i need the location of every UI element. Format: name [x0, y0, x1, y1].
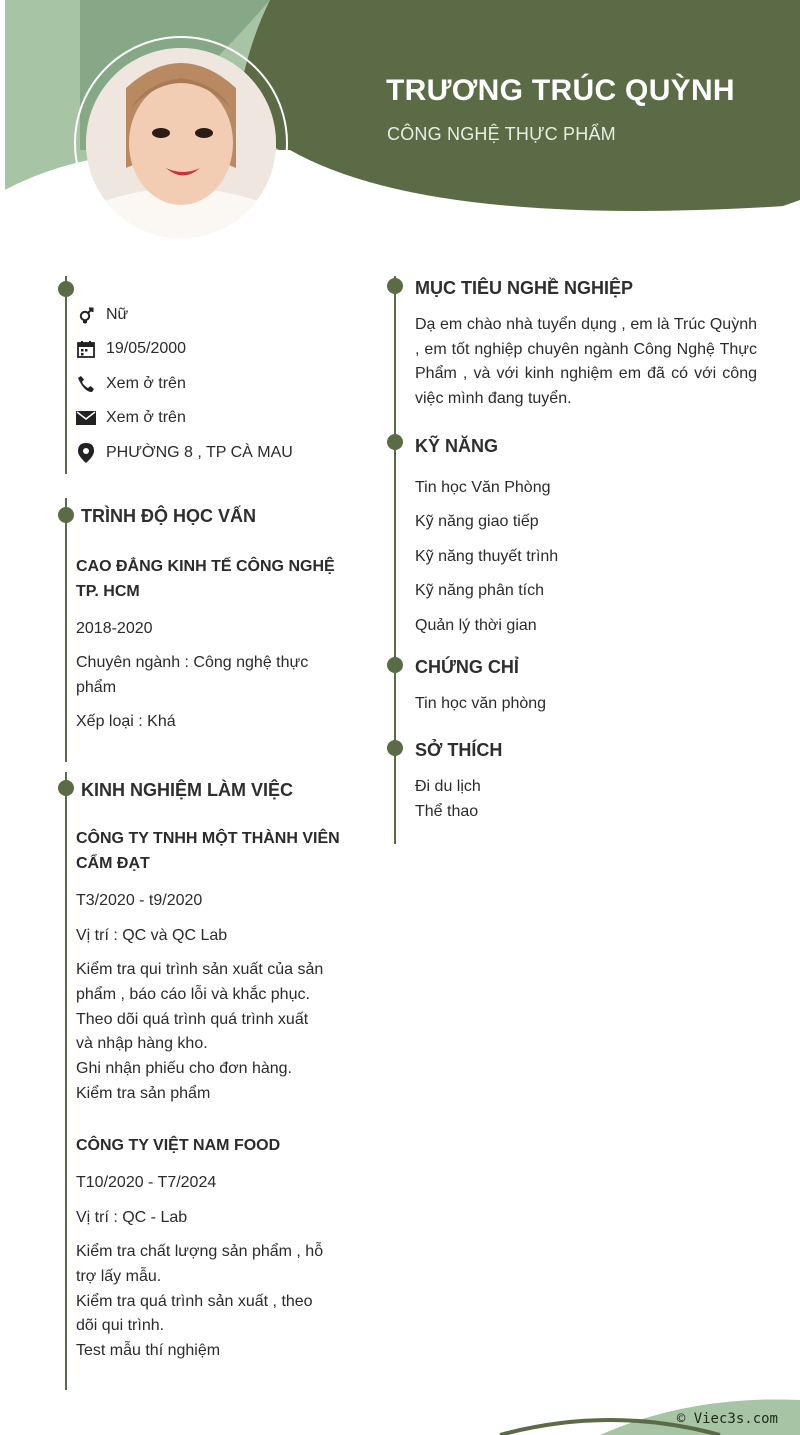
education-school-line2: TP. HCM — [76, 583, 140, 600]
skills-heading: KỸ NĂNG — [415, 436, 499, 456]
job-detail: trợ lấy mẫu. — [76, 1268, 162, 1285]
timeline-dot — [58, 507, 74, 523]
contact-gender — [76, 303, 128, 327]
timeline-dot — [58, 780, 74, 796]
timeline-dot — [387, 740, 403, 756]
job-company-line1: CÔNG TY VIỆT NAM FOOD — [76, 1137, 281, 1154]
contact-gender-value: Nữ — [106, 306, 129, 323]
skill-item: Kỹ năng giao tiếp — [415, 513, 539, 530]
contact-birthday-value: 19/05/2000 — [106, 340, 187, 357]
timeline-dot — [58, 281, 74, 297]
hobby-item: Đi du lịch — [415, 778, 481, 795]
timeline-line-experience — [65, 772, 67, 1390]
calendar-icon — [76, 339, 96, 359]
hobby-item: Thể thao — [415, 803, 479, 820]
job-position: Vị trí : QC và QC Lab — [76, 927, 228, 944]
education-grade: Xếp loại : Khá — [76, 713, 176, 730]
watermark: © Viec3s.com — [676, 1411, 778, 1427]
education-school-line1: CAO ĐẲNG KINH TẾ CÔNG NGHỆ — [76, 558, 335, 575]
skill-item: Quản lý thời gian — [415, 617, 537, 634]
timeline-line-contact — [65, 276, 67, 474]
skill-item: Tin học Văn Phòng — [415, 479, 551, 496]
objective-heading: MỤC TIÊU NGHỀ NGHIỆP — [415, 278, 634, 298]
contact-birthday — [76, 337, 186, 361]
job-detail: Ghi nhận phiếu cho đơn hàng. — [76, 1060, 292, 1077]
contact-address-value: PHƯỜNG 8 , TP CÀ MAU — [106, 444, 293, 461]
skill-item: Kỹ năng thuyết trình — [415, 548, 559, 565]
candidate-name: TRƯƠNG TRÚC QUỲNH — [386, 74, 735, 107]
skill-item: Kỹ năng phân tích — [415, 582, 544, 599]
contact-phone — [76, 372, 186, 396]
education-major-line1: Chuyên ngành : Công nghệ thực — [76, 654, 309, 671]
candidate-title: CÔNG NGHỆ THỰC PHẨM — [387, 124, 616, 144]
timeline-dot — [387, 434, 403, 450]
job-detail: Kiểm tra quá trình sản xuất , theo — [76, 1293, 313, 1310]
experience-heading: KINH NGHIỆM LÀM VIỆC — [81, 780, 294, 800]
contact-phone-value: Xem ở trên — [106, 375, 186, 392]
job-detail: dõi qui trình. — [76, 1317, 165, 1334]
job-period: T10/2020 - T7/2024 — [76, 1174, 217, 1191]
job-detail: và nhập hàng kho. — [76, 1035, 208, 1052]
job-detail: Kiểm tra qui trình sản xuất của sản — [76, 961, 324, 978]
timeline-line-education — [65, 498, 67, 762]
job-company-line1: CÔNG TY TNHH MỘT THÀNH VIÊN — [76, 830, 340, 847]
job-position: Vị trí : QC - Lab — [76, 1209, 188, 1226]
avatar — [86, 48, 276, 238]
job-detail: Test mẫu thí nghiệm — [76, 1342, 221, 1359]
education-major-line2: phẩm — [76, 679, 117, 696]
job-detail: Kiểm tra sản phẩm — [76, 1085, 211, 1102]
timeline-dot — [387, 278, 403, 294]
timeline-dot — [387, 657, 403, 673]
hobbies-heading: SỞ THÍCH — [415, 740, 503, 760]
contact-email-value: Xem ở trên — [106, 409, 186, 426]
job-detail: Kiểm tra chất lượng sản phẩm , hỗ — [76, 1243, 324, 1260]
certificates-heading: CHỨNG CHỈ — [415, 657, 519, 677]
contact-address — [76, 441, 293, 465]
contact-email — [76, 406, 186, 430]
location-icon — [76, 443, 96, 463]
job-detail: Theo dõi quá trình quá trình xuất — [76, 1011, 309, 1028]
objective-text: Dạ em chào nhà tuyển dụng , em là Trúc Quỳnh , em tốt nghiệp chuyên ngành Công Nghệ Thực Phẩm , và với kinh nghiệm em đã có với công việc mình đang tuyển. — [415, 316, 757, 408]
phone-icon — [76, 374, 96, 394]
mail-icon — [76, 408, 96, 428]
certificate-item: Tin học văn phòng — [415, 695, 547, 712]
education-heading: TRÌNH ĐỘ HỌC VẤN — [81, 506, 256, 526]
timeline-line-right — [394, 276, 396, 844]
job-detail: phẩm , báo cáo lỗi và khắc phục. — [76, 986, 310, 1003]
job-period: T3/2020 - t9/2020 — [76, 892, 203, 909]
education-period: 2018-2020 — [76, 620, 153, 637]
gender-icon — [76, 305, 96, 325]
job-company-line2: CẨM ĐẠT — [76, 855, 150, 872]
